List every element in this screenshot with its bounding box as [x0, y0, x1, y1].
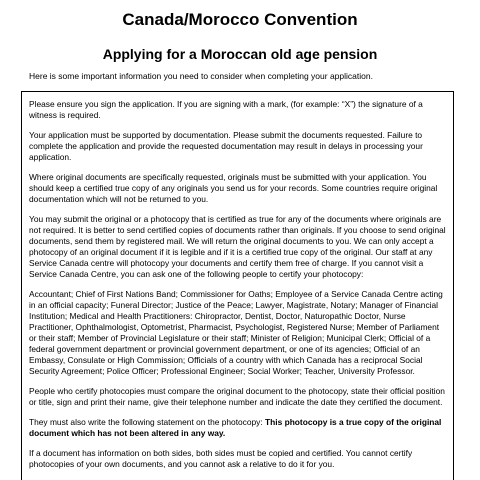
certification-statement-paragraph: [29, 417, 447, 439]
signature-paragraph: Please ensure you sign the application. If you are signing with a mark, (for example: “X”) the signature of a witness is required.: [29, 99, 423, 120]
important-information-box: [21, 91, 454, 480]
certified-copy-paragraph: You may submit the original or a photocopy that is certified as true for any of the documents where originals are not required. It is better to send certified copies of documents rather than originals. If you choose to send original documents, send them by registered mail. We will return the original documents to you. We can only accept a photocopy of an original document if it is legible and if it is a certified true copy of the original. Our staff at any Service Canada centre will photocopy your documents and certify them free of charge. If you cannot visit a Service Canada Centre, you can ask one of the following people to certify your photocopy:: [29, 214, 446, 279]
certification-statement-intro: They must also write the following statement on the photocopy:: [29, 417, 266, 427]
certifier-list-paragraph: Accountant; Chief of First Nations Band; Commissioner for Oaths; Employee of a Service Canada Centre acting in an official capacity; Funeral Director; Justice of the Peace; Lawyer, Magistrate, Notary; Manager of Financial Institution; Medical and Health Practitioners: Chiropractor, Dentist, Doctor, Naturopathic Doctor, Nurse Practitioner, Ophthalmologist, Optometrist, Pharmacist, Psychologist, Registered Nurse; Member of Parliament or their staff; Member of Provincial Legislature or their staff; Minister of Religion; Municipal Clerk; Official of a federal government department or provincial government department, or one of its agencies; Official of an Embassy, Consulate or High Commission; Officials of a country with which Canada has a reciprocal Social Security Agreement; Police Officer; Professional Engineer; Social Worker; Teacher, University Professor.: [29, 289, 443, 376]
certification-statement-text: This photocopy is a true copy of the original document which has not been altered in any way.: [29, 417, 442, 438]
documentation-paragraph: Your application must be supported by documentation. Please submit the documents requested. Failure to complete the application and provide the requested documentation may result in delays in processing your application.: [29, 130, 423, 162]
certifier-duties-paragraph: People who certify photocopies must compare the original document to the photocopy, state their official position or title, sign and print their name, give their telephone number and indicate the date they certified the document.: [29, 386, 445, 407]
double-sided-paragraph: If a document has information on both sides, both sides must be copied and certified. You cannot certify photocopies of your own documents, and you cannot ask a relative to do it for you.: [29, 448, 413, 469]
intro-text: Here is some important information you need to consider when completing your application.: [29, 71, 373, 81]
original-documents-paragraph: Where original documents are specifically requested, originals must be submitted with your application. You should keep a certified true copy of any originals you send us for your records. Some countries require original documentation which will not be returned to you.: [29, 172, 438, 204]
page-subtitle: Applying for a Moroccan old age pension: [102, 46, 378, 62]
page-title: Canada/Morocco Convention: [122, 10, 358, 29]
